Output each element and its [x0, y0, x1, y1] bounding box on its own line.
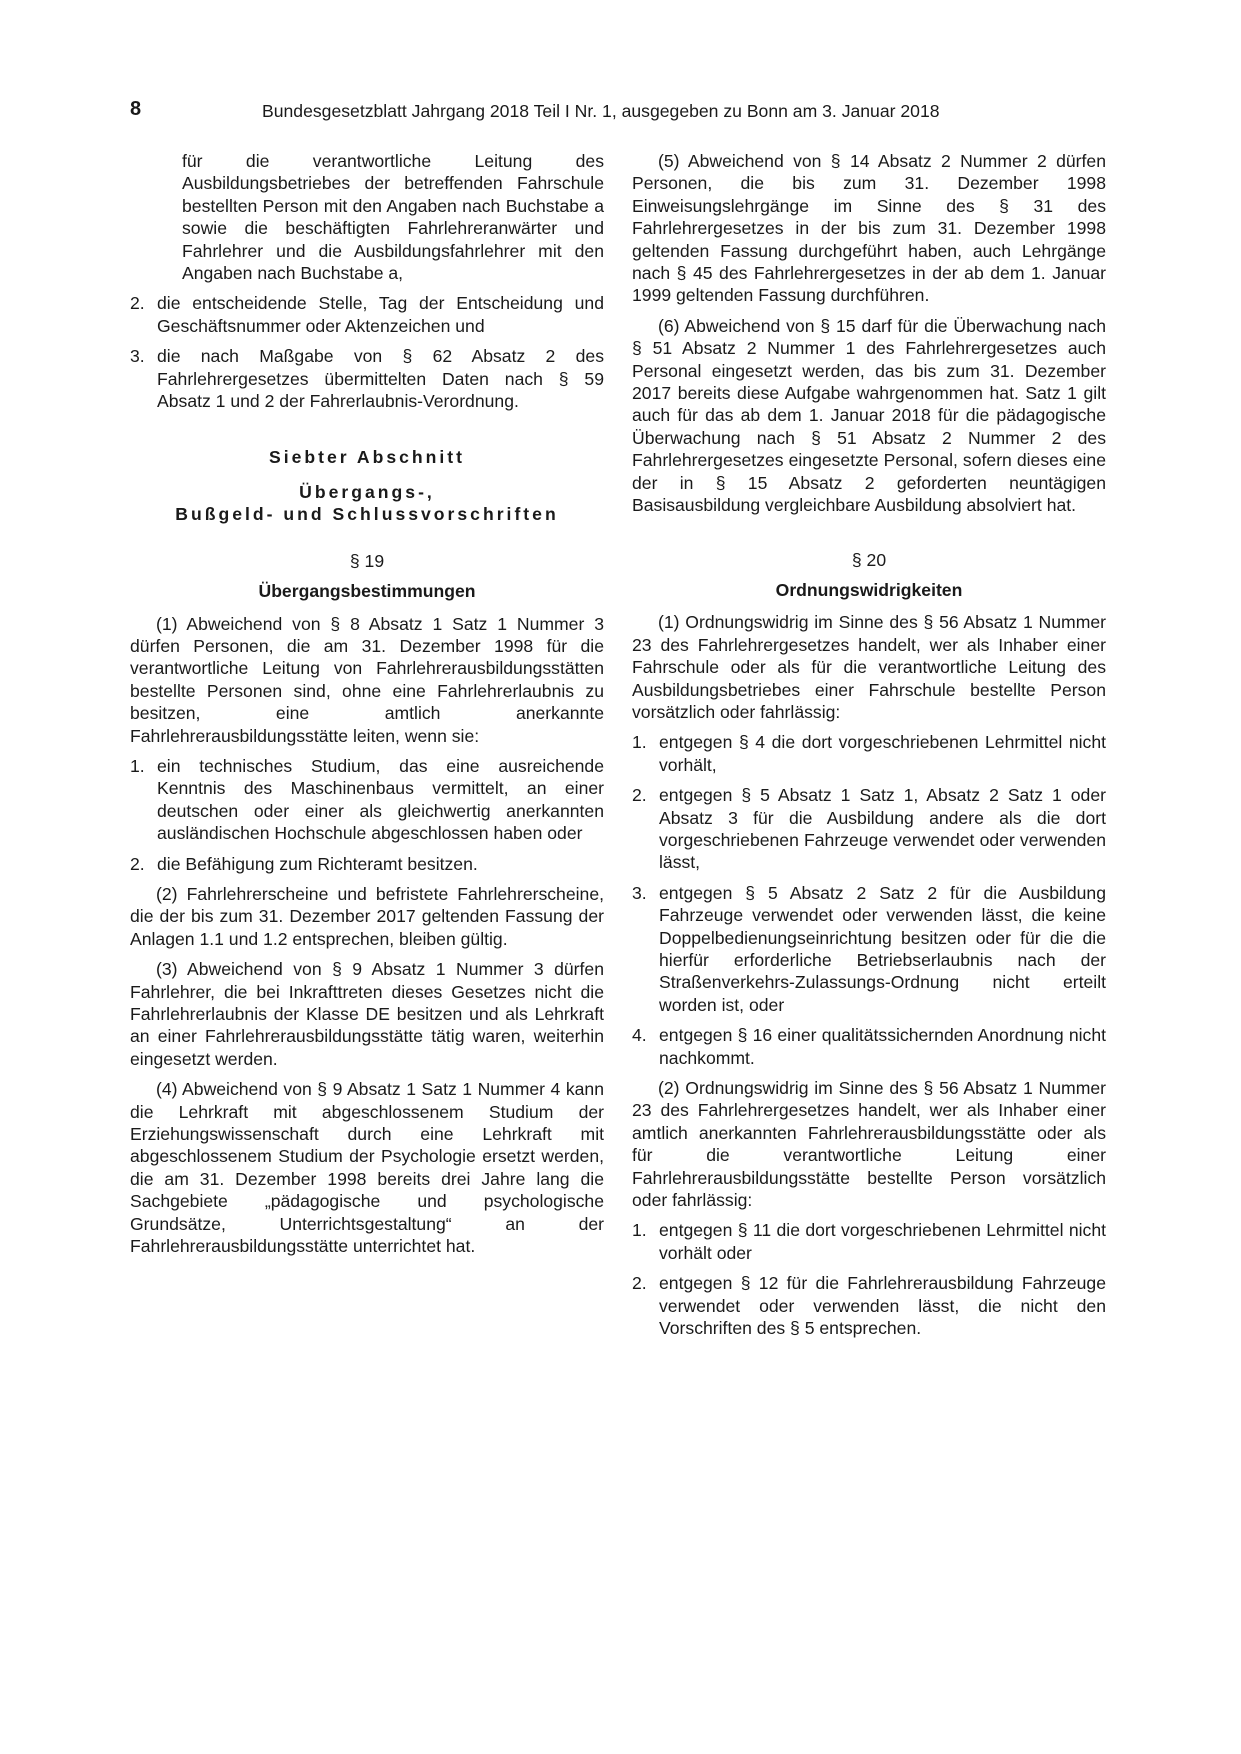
page-number: 8 [130, 98, 142, 120]
paragraph-19-6: (6) Abweichend von § 15 darf für die Überwachung nach § 51 Absatz 2 Nummer 1 des Fahrlehrergesetzes auch Personal eingesetzt werden, das bis zum 31. Dezember 2017 bereits diese Aufgabe wahrgenommen hat. Satz 1 gilt auch für das ab dem 1. Januar 2018 für die pädagogische Überwachung nach § 51 Absatz 2 Nummer 2 des Fahrlehrergesetzes eingesetzte Personal, sofern dieses eine der in § 15 Absatz 2 geforderten neuntägigen Basisausbildung vergleichbare Ausbildung absolviert hat. [632, 315, 1106, 516]
list-text: entgegen § 12 für die Fahrlehrerausbildung Fahrzeuge verwendet oder verwenden lässt, die nicht den Vorschriften des § 5 entsprechen. [659, 1273, 1106, 1339]
list-number: 3. [130, 346, 145, 367]
list-item [130, 755, 604, 845]
list-item [632, 882, 1106, 1016]
list-item [632, 784, 1106, 874]
list-text: die Befähigung zum Richteramt besitzen. [157, 853, 478, 874]
list-item [130, 292, 604, 337]
list-text: entgegen § 5 Absatz 2 Satz 2 für die Ausbildung Fahrzeuge verwendet oder verwenden lässt, die keine Doppelbedienungseinrichtung besitzen oder für die die hierfür erforderliche Betriebserlaubnis nach der Straßenverkehrs-Zulassungs-Ordnung nicht erteilt worden ist, oder [659, 882, 1106, 1015]
list-text: die nach Maßgabe von § 62 Absatz 2 des Fahrlehrergesetzes übermittelten Daten nach § 59 Absatz 1 und 2 der Fahrerlaubnis-Verordnung. [157, 346, 604, 412]
list-number: 2. [632, 1273, 647, 1294]
list-item [632, 731, 1106, 776]
list-item [632, 1024, 1106, 1069]
section-19-title: Übergangsbestimmungen [258, 581, 476, 602]
list-number: 1. [632, 732, 647, 753]
paragraph-19-3: (3) Abweichend von § 9 Absatz 1 Nummer 3 dürfen Fahrlehrer, die bei Inkrafttreten dieses Gesetzes nicht die Fahrlehrerlaubnis der Klasse DE besitzen und als Lehrkraft an einer Fahrlehrerausbildungsstätte tätig waren, weiterhin eingesetzt werden. [130, 959, 604, 1069]
paragraph-19-5: (5) Abweichend von § 14 Absatz 2 Nummer 2 dürfen Personen, die bis zum 31. Dezember 1998 Einweisungslehrgänge im Sinne des § 31 des Fahrlehrergesetzes in der bis zum 31. Dezember 1998 geltenden Fassung durchgeführt haben, auch Lehrgänge nach § 45 des Fahrlehrergesetzes in der ab dem 1. Januar 1999 geltenden Fassung durchführen. [632, 151, 1106, 306]
list-text: entgegen § 11 die dort vorgeschriebenen Lehrmittel nicht vorhält oder [659, 1220, 1106, 1263]
chapter-title-line-1: Übergangs-, [299, 481, 435, 502]
list-number: 4. [632, 1025, 647, 1046]
chapter-title-line-2: Bußgeld- und Schlussvorschriften [175, 504, 559, 525]
list-item [130, 345, 604, 412]
paragraph-20-2: (2) Ordnungswidrig im Sinne des § 56 Absatz 1 Nummer 23 des Fahrlehrergesetzes handelt, wer als Inhaber einer amtlich anerkannten Fahrlehrerausbildungsstätte oder als für die verantwortliche Leitung einer Fahrlehrerausbildungsstätte bestellte Person vorsätzlich oder fahrlässig: [632, 1078, 1106, 1211]
paragraph-19-4: (4) Abweichend von § 9 Absatz 1 Satz 1 Nummer 4 kann die Lehrkraft mit abgeschlossenem Studium der Erziehungswissenschaft durch eine Lehrkraft mit abgeschlossenem Studium der Psychologie ersetzt werden, die am 31. Dezember 1998 bereits drei Jahre lang die Sachgebiete „pädagogische und psychologische Grundsätze, Unterrichtsgestaltung“ an der Fahrlehrerausbildungsstätte unterrichtet hat. [130, 1079, 604, 1257]
section-20-title: Ordnungswidrigkeiten [775, 579, 963, 600]
section-20-number: § 20 [851, 549, 887, 570]
continuation-text: für die verantwortliche Leitung des Ausbildungsbetriebes der betreffenden Fahrschule bestellten Person mit den Angaben nach Buchstabe a sowie die beschäftigten Fahrlehreranwärter und Fahrlehrer und die Ausbildungsfahrlehrer mit den Angaben nach Buchstabe a, [182, 151, 604, 284]
list-number: 3. [632, 882, 647, 903]
list-text: ein technisches Studium, das eine ausreichende Kenntnis des Maschinenbaus vermittelt, an einer deutschen oder einer als gleichwertig anerkannten ausländischen Hochschule abgeschlossen haben oder [157, 755, 604, 844]
list-number: 1. [130, 755, 145, 776]
list-number: 2. [130, 293, 145, 314]
list-number: 2. [632, 785, 647, 806]
list-text: entgegen § 5 Absatz 1 Satz 1, Absatz 2 Satz 1 oder Absatz 3 für die Ausbildung andere als die dort vorgeschriebenen Fahrzeuge verwendet oder verwenden lässt, [659, 785, 1106, 873]
section-19-number: § 19 [349, 550, 385, 571]
running-header: Bundesgesetzblatt Jahrgang 2018 Teil I Nr. 1, ausgegeben zu Bonn am 3. Januar 2018 [262, 101, 940, 121]
list-item [632, 1272, 1106, 1339]
list-number: 2. [130, 853, 145, 874]
list-text: entgegen § 4 die dort vorgeschriebenen Lehrmittel nicht vorhält, [659, 732, 1106, 775]
left-column [130, 150, 604, 1265]
list-item [632, 1219, 1106, 1264]
list-item [130, 853, 604, 875]
chapter-heading: Siebter Abschnitt [268, 447, 465, 468]
paragraph-19-2: (2) Fahrlehrerscheine und befristete Fahrlehrerscheine, die der bis zum 31. Dezember 2017 geltenden Fassung der Anlagen 1.1 und 1.2 entsprechen, bleiben gültig. [130, 883, 604, 949]
right-column [632, 150, 1106, 1348]
list-number: 1. [632, 1220, 647, 1241]
list-text: die entscheidende Stelle, Tag der Entscheidung und Geschäftsnummer oder Aktenzeichen und [157, 293, 604, 336]
paragraph-20-1: (1) Ordnungswidrig im Sinne des § 56 Absatz 1 Nummer 23 des Fahrlehrergesetzes handelt, wer als Inhaber einer Fahrschule oder als für die verantwortliche Leitung des Ausbildungsbetriebes einer Fahrschule bestellte Person vorsätzlich oder fahrlässig: [632, 612, 1106, 722]
paragraph-19-1: (1) Abweichend von § 8 Absatz 1 Satz 1 Nummer 3 dürfen Personen, die am 31. Dezember 1998 für die verantwortliche Leitung von Fahrlehrerausbildungsstätten bestellte Personen sind, ohne eine Fahrlehrerlaubnis zu besitzen, eine amtlich anerkannte Fahrlehrerausbildungsstätte leiten, wenn sie: [130, 613, 604, 746]
list-text: entgegen § 16 einer qualitätssichernden Anordnung nicht nachkommt. [659, 1025, 1106, 1068]
